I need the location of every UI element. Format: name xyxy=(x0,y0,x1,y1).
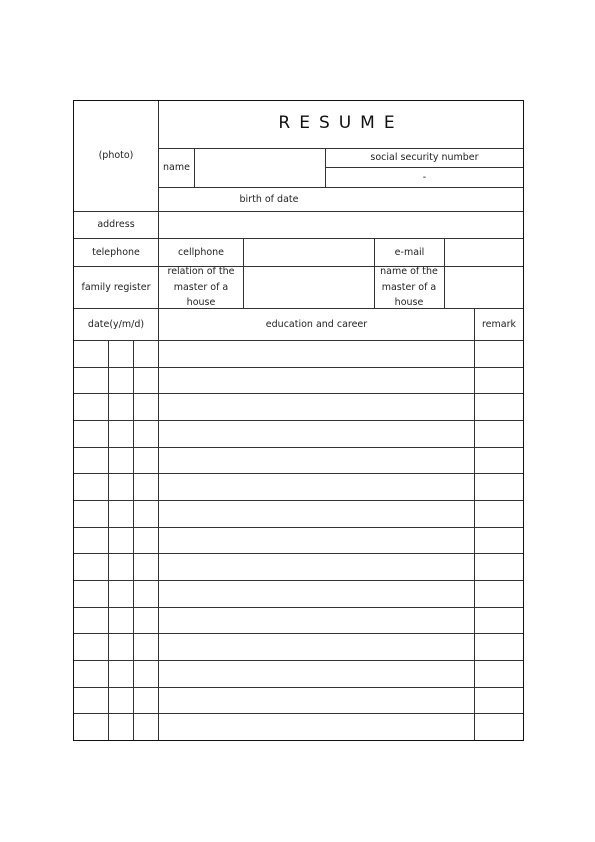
family-register-label: family register xyxy=(81,281,151,293)
divider xyxy=(474,308,475,740)
master-name-label: name of the master of a house xyxy=(380,266,438,309)
ssn-label: social security number xyxy=(370,151,479,163)
table-row-divider xyxy=(74,447,523,448)
table-row-divider xyxy=(74,393,523,394)
remark-header: remark xyxy=(481,318,517,330)
table-row-divider xyxy=(74,687,523,688)
birth-date-label: birth of date xyxy=(239,193,299,205)
table-row-divider xyxy=(74,553,523,554)
table-row-divider xyxy=(74,527,523,528)
address-label: address xyxy=(97,219,135,231)
photo-placeholder: (photo) xyxy=(98,150,134,162)
table-row-divider xyxy=(74,420,523,421)
table-row-divider xyxy=(74,580,523,581)
table-row-divider xyxy=(74,473,523,474)
table-row-divider xyxy=(74,500,523,501)
cellphone-label: cellphone xyxy=(177,246,225,258)
divider xyxy=(158,340,159,740)
divider xyxy=(74,340,523,341)
ssn-separator: - xyxy=(422,171,427,183)
divider xyxy=(159,187,523,188)
divider xyxy=(108,340,109,740)
date-column-header: date(y/m/d) xyxy=(87,318,145,330)
table-row-divider xyxy=(74,633,523,634)
divider xyxy=(444,238,445,308)
resume-form xyxy=(73,100,524,741)
divider xyxy=(133,340,134,740)
table-row-divider xyxy=(74,660,523,661)
relation-label: relation of the master of a house xyxy=(167,266,235,309)
resume-title: RESUME xyxy=(278,113,404,134)
email-label: e-mail xyxy=(394,246,425,258)
divider xyxy=(243,238,244,308)
name-label: name xyxy=(163,161,190,173)
divider xyxy=(194,148,195,187)
education-career-header: education and career xyxy=(265,318,368,330)
telephone-label: telephone xyxy=(92,246,140,258)
table-row-divider xyxy=(74,367,523,368)
table-row-divider xyxy=(74,713,523,714)
table-row-divider xyxy=(74,607,523,608)
